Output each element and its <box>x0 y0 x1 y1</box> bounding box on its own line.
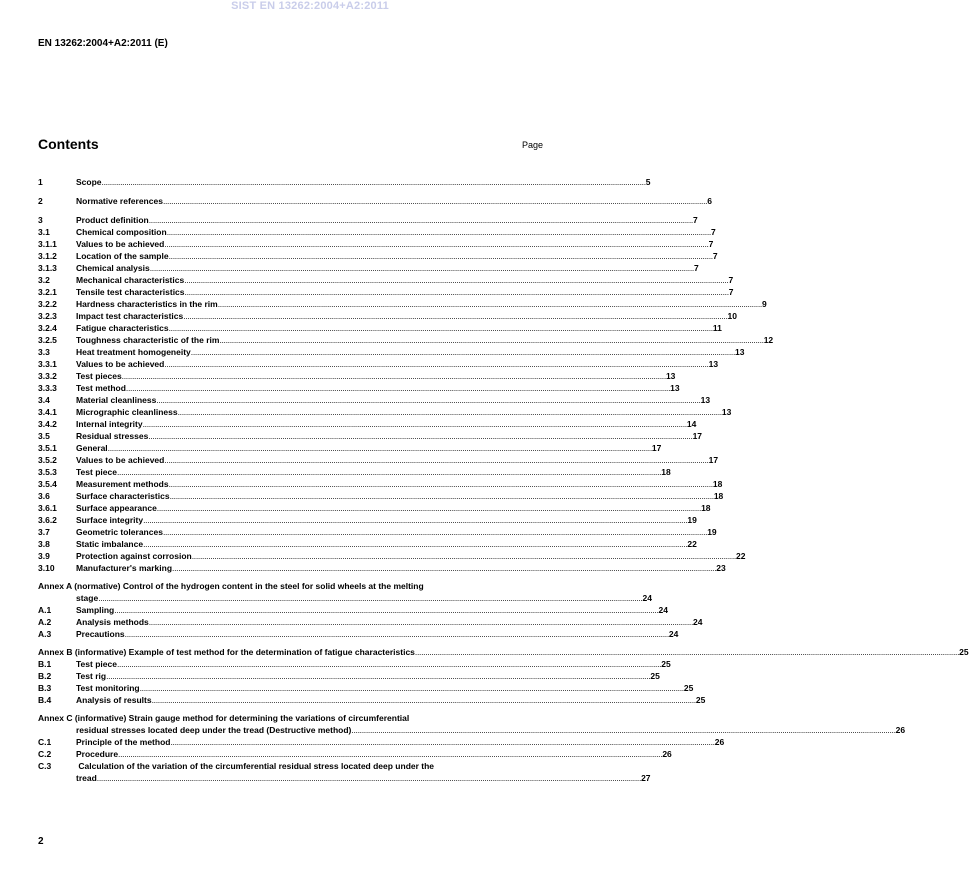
toc-entry-number: 3.5.3 <box>38 467 57 477</box>
toc-entry-page: 25 <box>695 695 706 705</box>
annex-b-items <box>38 658 706 706</box>
toc-entry[interactable] <box>38 226 716 238</box>
annex-a-items <box>38 604 703 640</box>
annex-a-section <box>38 580 703 640</box>
toc-entry[interactable] <box>38 322 722 334</box>
toc-entry-title: Internal integrity <box>76 419 143 429</box>
toc-entry-page: 7 <box>708 239 714 249</box>
toc-entry[interactable] <box>38 442 662 454</box>
toc-entry-title: Principle of the method <box>76 737 171 747</box>
toc-entry-title: Fatigue characteristics <box>76 323 169 333</box>
toc-entry-title: Surface appearance <box>76 503 157 513</box>
toc-entry-title: Mechanical characteristics <box>76 275 185 285</box>
toc-entry[interactable] <box>38 358 719 370</box>
toc-entry-title: Chemical analysis <box>76 263 150 273</box>
toc-entry-title: Measurement methods <box>76 479 169 489</box>
toc-entry-number: 3.7 <box>38 527 50 537</box>
toc-entry-page: 25 <box>959 647 969 657</box>
toc-entry-title: Test rig <box>76 671 107 681</box>
toc-entry-title: Protection against corrosion <box>76 551 192 561</box>
toc-entry-title: Values to be achieved <box>76 239 165 249</box>
toc-entry[interactable] <box>38 298 767 310</box>
toc-entry[interactable] <box>38 382 680 394</box>
toc-entry-number: 3.2 <box>38 275 50 285</box>
toc-entry-number: B.3 <box>38 683 52 693</box>
toc-entry-number: A.2 <box>38 617 52 627</box>
toc-entry-number: 3.5.2 <box>38 455 57 465</box>
document-id: EN 13262:2004+A2:2011 (E) <box>38 38 168 49</box>
annex-c-heading[interactable]: Annex C (informative) Strain gauge method for determining the variations of circumferential <box>38 713 410 723</box>
toc-entry-page: 19 <box>707 527 717 537</box>
toc-entry-number: 3.6 <box>38 491 50 501</box>
toc-entry-title: stage <box>76 593 99 603</box>
toc-entry-title: Test pieces <box>76 371 122 381</box>
toc-entry-number: C.2 <box>38 749 52 759</box>
toc-entry[interactable] <box>38 478 723 490</box>
toc-entry[interactable] <box>38 658 671 670</box>
toc-entry-page: 27 <box>641 773 651 783</box>
toc-entry-title: Micrographic cleanliness <box>76 407 178 417</box>
toc-entry-title: Surface integrity <box>76 515 144 525</box>
toc-entry-number: B.4 <box>38 695 52 705</box>
toc-entry-title: Values to be achieved <box>76 359 165 369</box>
page-number: 2 <box>38 836 44 847</box>
toc-entry[interactable] <box>38 616 703 628</box>
toc-entry-page: 17 <box>692 431 703 441</box>
toc-entry-number: 3.1 <box>38 227 50 237</box>
toc-entry-number: B.2 <box>38 671 52 681</box>
toc-entry-number: 3.3.2 <box>38 371 57 381</box>
toc-entry-page: 13 <box>670 383 680 393</box>
toc-entry-page: 24 <box>693 617 703 627</box>
toc-entry-page: 11 <box>712 323 722 333</box>
toc-entry-title: Impact test characteristics <box>76 311 184 321</box>
toc-entry-page: 26 <box>714 737 725 747</box>
toc-entry-number: 3.2.5 <box>38 335 57 345</box>
toc-entry-number: 1 <box>38 177 43 187</box>
toc-entry[interactable] <box>38 550 746 562</box>
toc-entry-number: 3.3 <box>38 347 50 357</box>
toc-entry[interactable] <box>38 514 697 526</box>
toc-entry-number: C.3 <box>38 761 52 771</box>
toc-entry-number: 3.9 <box>38 551 50 561</box>
toc-entry-page: 18 <box>713 491 724 501</box>
toc-entry[interactable] <box>38 346 745 358</box>
toc-entry-page: 5 <box>645 177 651 187</box>
toc-entry-page: 7 <box>728 275 734 285</box>
toc-entry-number: 3.5 <box>38 431 50 441</box>
toc-entry-number: 3.8 <box>38 539 50 549</box>
toc-entry-page: 23 <box>716 563 726 573</box>
toc-entry-number: 3.2.4 <box>38 323 57 333</box>
toc-entry-title: Geometric tolerances <box>76 527 163 537</box>
toc-entry-page: 24 <box>658 605 668 615</box>
toc-entry-number: C.1 <box>38 737 52 747</box>
toc-entry-page: 26 <box>895 725 906 735</box>
annex-b-section <box>38 646 969 706</box>
toc-entry-page: 7 <box>692 215 698 225</box>
toc-entry[interactable] <box>38 406 732 418</box>
toc-entry-page: 7 <box>693 263 699 273</box>
toc-entry-title: Sampling <box>76 605 115 615</box>
toc-entry-title: Static imbalance <box>76 539 144 549</box>
annex-a-heading-continued[interactable] <box>38 592 652 604</box>
toc-entry-number: 3.4 <box>38 395 50 405</box>
toc-entry-number: 3.4.1 <box>38 407 57 417</box>
toc-entry[interactable] <box>38 490 724 502</box>
toc-entry-c3-continued[interactable] <box>38 772 651 784</box>
toc-entry[interactable] <box>38 370 676 382</box>
toc-entry-page: 7 <box>728 287 734 297</box>
toc-entry-title: Annex B (informative) Example of test method for the determination of fatigue characteristics <box>38 647 415 657</box>
toc-entry[interactable] <box>38 250 718 262</box>
toc-entry-page: 13 <box>708 359 719 369</box>
toc-entry-page: 25 <box>661 659 671 669</box>
toc-entry-number: 3.1.3 <box>38 263 57 273</box>
toc-entry[interactable] <box>38 736 725 748</box>
toc-entry-title: Values to be achieved <box>76 455 165 465</box>
toc-entry-number: A.3 <box>38 629 52 639</box>
toc-entry-title: Surface characteristics <box>76 491 170 501</box>
toc-entry[interactable] <box>38 334 774 346</box>
toc-entry-number: 3.5.4 <box>38 479 57 489</box>
toc-entry[interactable] <box>38 538 697 550</box>
toc-entry-number: 3.2.3 <box>38 311 57 321</box>
toc-entry[interactable] <box>38 310 737 322</box>
toc-entry-number: 3.1.1 <box>38 239 57 249</box>
toc-entry-page: 18 <box>712 479 723 489</box>
toc-entry-number: 3.4.2 <box>38 419 57 429</box>
toc-entry[interactable] <box>38 238 714 250</box>
toc-entry-title: Chemical composition <box>76 227 167 237</box>
toc-entry-title: Hardness characteristics in the rim <box>76 299 218 309</box>
toc-entry-title: Location of the sample <box>76 251 169 261</box>
toc-entry-page: 10 <box>727 311 737 321</box>
toc-entry[interactable] <box>38 195 712 207</box>
toc-entry-title: Scope <box>76 177 102 187</box>
toc-entry-page: 18 <box>701 503 711 513</box>
toc-entry-title: Test piece <box>76 659 117 669</box>
toc-entry[interactable] <box>38 682 694 694</box>
annex-c-heading-continued[interactable] <box>38 724 906 736</box>
toc-entry-page: 22 <box>735 551 746 561</box>
toc-entry-title: Precautions <box>76 629 125 639</box>
toc-entry-page: 17 <box>708 455 719 465</box>
toc-entry-page: 26 <box>662 749 672 759</box>
annex-a-heading[interactable]: Annex A (normative) Control of the hydrogen content in the steel for solid wheels at the melting <box>38 581 424 591</box>
toc-entry-number: 3.3.3 <box>38 383 57 393</box>
toc-entry[interactable] <box>38 604 668 616</box>
toc-entry-number: 3.3.1 <box>38 359 57 369</box>
toc-entry-number: 3.1.2 <box>38 251 57 261</box>
toc-entry-title: Analysis of results <box>76 695 152 705</box>
toc-entry[interactable] <box>38 214 698 226</box>
toc-entry-number: 3.2.2 <box>38 299 57 309</box>
toc-entry-title: Tensile test characteristics <box>76 287 185 297</box>
toc-entry[interactable] <box>38 286 734 298</box>
toc-entry-title: Normative references <box>76 196 163 206</box>
toc-entry-title: Residual stresses <box>76 431 149 441</box>
toc-entry[interactable] <box>38 562 726 574</box>
toc-entry-number: 3.6.2 <box>38 515 57 525</box>
toc-entry-number: 2 <box>38 196 43 206</box>
toc-entry-number: 3.2.1 <box>38 287 57 297</box>
toc-entry-number: 3.6.1 <box>38 503 57 513</box>
table-of-contents <box>38 176 969 784</box>
watermark: SIST EN 13262:2004+A2:2011 <box>231 0 389 12</box>
toc-entry-page: 13 <box>665 371 676 381</box>
toc-entry-number: 3.5.1 <box>38 443 57 453</box>
toc-entry-page: 14 <box>686 419 697 429</box>
toc-entry-title: Calculation of the variation of the circumferential residual stress located deep under the <box>76 761 435 771</box>
toc-entry-title: tread <box>76 773 97 783</box>
toc-entry-title: Product definition <box>76 215 149 225</box>
toc-entry-page: 25 <box>683 683 694 693</box>
toc-entry-number: 3.10 <box>38 563 55 573</box>
toc-entry[interactable] <box>38 628 679 640</box>
toc-entry[interactable] <box>38 670 660 682</box>
toc-entry-title: Test method <box>76 383 126 393</box>
toc-entry-page: 7 <box>712 251 718 261</box>
toc-entry-page: 24 <box>642 593 652 603</box>
toc-entry-title: Test piece <box>76 467 117 477</box>
toc-entry-title: Test monitoring <box>76 683 140 693</box>
toc-main-section <box>38 176 774 574</box>
annex-c-items <box>38 736 725 760</box>
toc-entry-title: residual stresses located deep under the tread (Destructive method) <box>76 725 352 735</box>
toc-entry-title: Heat treatment homogeneity <box>76 347 191 357</box>
toc-entry-page: 7 <box>710 227 716 237</box>
toc-entry-page: 25 <box>650 671 660 681</box>
toc-entry[interactable] <box>38 430 703 442</box>
toc-entry[interactable] <box>38 748 672 760</box>
toc-entry-page: 9 <box>762 299 767 309</box>
toc-entry-page: 13 <box>735 347 745 357</box>
toc-entry-page: 13 <box>700 395 711 405</box>
toc-entry[interactable] <box>38 466 671 478</box>
toc-entry-c3[interactable] <box>38 760 546 772</box>
page-column-label: Page <box>522 140 544 150</box>
toc-entry[interactable] <box>38 262 699 274</box>
toc-entry[interactable] <box>38 394 711 406</box>
annex-b-heading[interactable] <box>38 646 969 658</box>
toc-entry-page: 6 <box>707 196 712 206</box>
toc-entry-title: Procedure <box>76 749 119 759</box>
toc-entry-page: 12 <box>763 335 774 345</box>
toc-entry-page: 13 <box>721 407 732 417</box>
toc-entry-title: Toughness characteristic of the rim <box>76 335 220 345</box>
annex-c-section <box>38 712 906 784</box>
toc-entry-title: Analysis methods <box>76 617 149 627</box>
toc-entry-page: 17 <box>651 443 662 453</box>
toc-entry-page: 18 <box>661 467 671 477</box>
toc-entry-page: 24 <box>668 629 679 639</box>
toc-entry[interactable] <box>38 694 706 706</box>
toc-entry-page: 22 <box>687 539 697 549</box>
toc-entry[interactable] <box>38 454 719 466</box>
page-title: Contents <box>38 136 99 152</box>
toc-entry-number: 3 <box>38 215 43 225</box>
toc-entry[interactable] <box>38 274 734 286</box>
toc-entry-title: Manufacturer's marking <box>76 563 173 573</box>
toc-entry-number: A.1 <box>38 605 52 615</box>
toc-entry[interactable] <box>38 176 651 188</box>
toc-entry-title: General <box>76 443 108 453</box>
toc-entry-number: B.1 <box>38 659 52 669</box>
toc-entry-title: Material cleanliness <box>76 395 157 405</box>
toc-entry[interactable] <box>38 526 717 538</box>
toc-entry-page: 19 <box>687 515 697 525</box>
toc-entry[interactable] <box>38 418 697 430</box>
toc-entry[interactable] <box>38 502 711 514</box>
